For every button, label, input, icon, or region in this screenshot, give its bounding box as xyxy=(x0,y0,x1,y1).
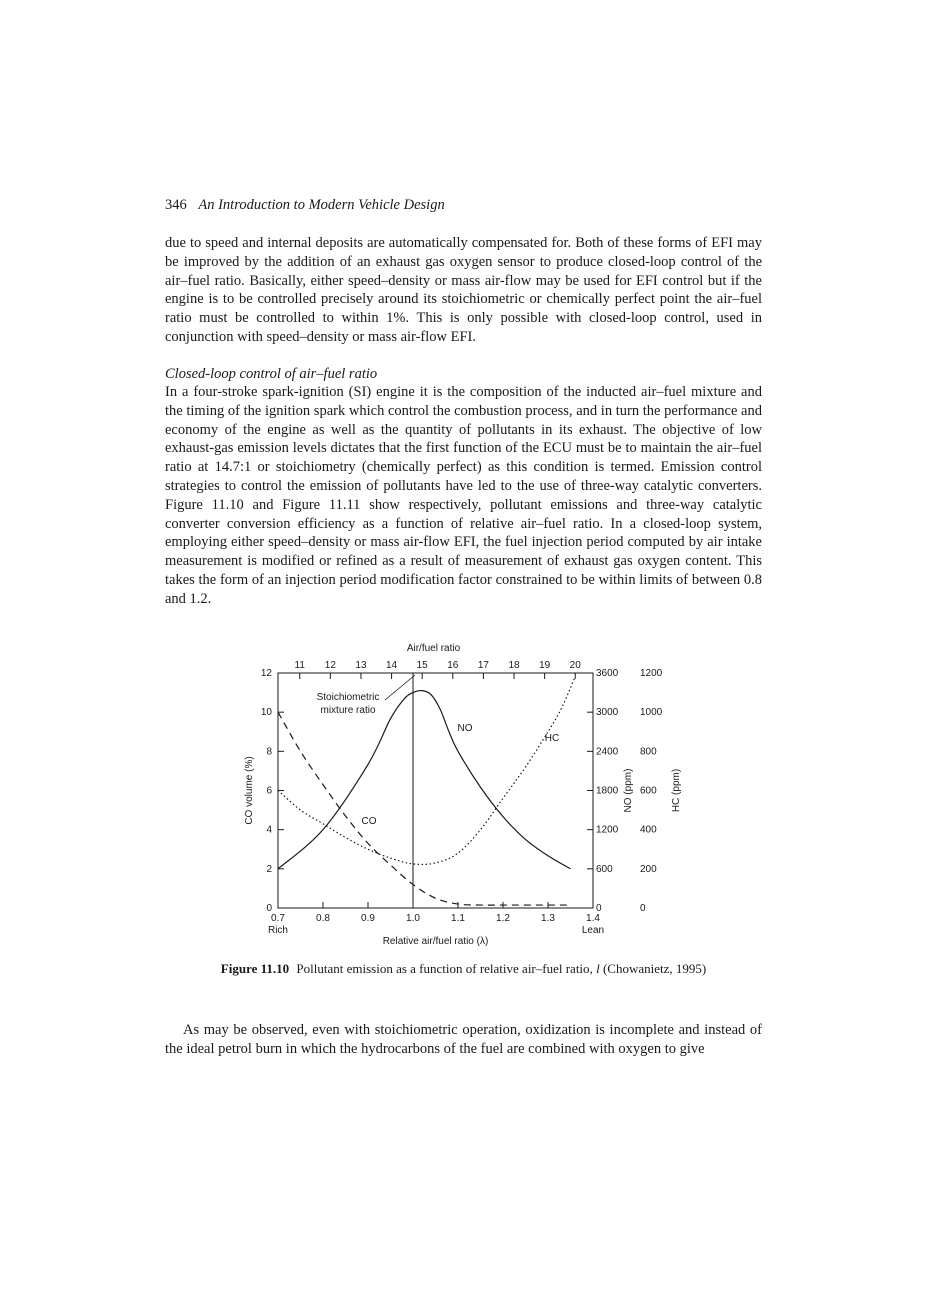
y-left-tick-label: 10 xyxy=(260,707,272,719)
series-line-no xyxy=(278,691,571,869)
caption-symbol: l xyxy=(596,961,600,976)
y-left-tick-label: 6 xyxy=(266,785,272,797)
y-left-tick-label: 4 xyxy=(266,824,272,836)
top-tick-label: 13 xyxy=(355,660,367,671)
paragraph-2: In a four-stroke spark-ignition (SI) engine it is the composition of the inducted air–fuel mixture and the timing of the ignition spark which control the combustion process, and in turn the performance and economy of the engine as well as the quantity of pollutants in its exhaust. The objective of low exhaust-gas emission levels dictates that the first function of the ECU must be to maintain the air–fuel ratio at 14.7:1 or stoichiometry (chemically perfect) as this condition is termed. Emission control strategies to control the emission of pollutants have led to the use of three-way catalytic converters. Figure 11.10 and Figure 11.11 show respectively, pollutant emissions and three-way catalytic converter conversion efficiency as a function of relative air–fuel ratio. In a closed-loop system, employing either speed–density or mass air-flow EFI, the fuel injection period computed by air intake measurement is modified or refined as a result of measurement of exhaust gas oxygen content. This takes the form of an injection period modification factor constrained to be within limits of between 0.8 and 1.2. xyxy=(165,384,762,607)
paragraph-3: As may be observed, even with stoichiometric operation, oxidization is incomplete and instead of the ideal petrol burn in which the hydrocarbons of the fuel are combined with oxygen to give xyxy=(165,1022,762,1057)
top-tick-label: 15 xyxy=(416,660,428,671)
y-hc-tick-label: 400 xyxy=(640,824,657,836)
y-hc-tick-label: 0 xyxy=(640,903,646,914)
y-no-tick-label: 2400 xyxy=(596,746,619,758)
top-tick-label: 12 xyxy=(324,660,336,671)
top-tick-label: 18 xyxy=(508,660,520,671)
figure-caption xyxy=(165,961,762,977)
top-axis-title: Air/fuel ratio xyxy=(406,643,461,654)
y-hc-tick-label: 1200 xyxy=(640,668,663,679)
y-left-tick-label: 0 xyxy=(266,903,272,914)
top-tick-label: 16 xyxy=(447,660,459,671)
top-tick-label: 14 xyxy=(386,660,398,671)
y-no-tick-label: 1800 xyxy=(596,785,619,797)
y-no-tick-label: 3600 xyxy=(596,668,619,679)
x-end-label-rich: Rich xyxy=(267,925,289,936)
y-hc-axis-title: HC (ppm) xyxy=(671,768,682,813)
x-tick-label: 0.9 xyxy=(361,913,375,924)
top-tick-label: 20 xyxy=(569,660,581,671)
x-end-label-lean: Lean xyxy=(581,925,605,936)
y-hc-tick-label: 600 xyxy=(640,785,657,797)
pollutant-emission-chart xyxy=(230,636,700,956)
x-tick-label: 1.4 xyxy=(586,913,600,924)
series-line-co xyxy=(278,712,571,905)
y-hc-tick-label: 800 xyxy=(640,746,657,758)
y-no-tick-label: 3000 xyxy=(596,707,619,719)
y-no-axis-title: NO (ppm) xyxy=(623,768,634,813)
y-left-tick-label: 8 xyxy=(266,746,272,758)
y-no-tick-label: 600 xyxy=(596,863,613,875)
y-left-tick-label: 2 xyxy=(266,863,272,875)
y-no-tick-label: 0 xyxy=(596,903,602,914)
stoichiometric-label-line1: Stoichiometric xyxy=(316,692,380,703)
series-label-no: NO xyxy=(457,723,473,734)
caption-text: Pollutant emission as a function of relative air–fuel ratio, xyxy=(296,961,593,976)
top-tick-label: 19 xyxy=(539,660,551,671)
y-left-axis-title: CO volume (%) xyxy=(244,756,255,825)
x-tick-label: 1.3 xyxy=(541,913,555,924)
page-number: 346 xyxy=(165,197,187,213)
x-tick-label: 0.8 xyxy=(316,913,330,924)
stoichiometric-label-line2: mixture ratio xyxy=(320,705,376,716)
y-no-tick-label: 1200 xyxy=(596,824,619,836)
caption-source: (Chowanietz, 1995) xyxy=(602,961,707,976)
series-label-co: CO xyxy=(361,816,377,827)
figure-label: Figure 11.10 xyxy=(220,961,290,976)
x-tick-label: 1.2 xyxy=(496,913,510,924)
running-title: An Introduction to Modern Vehicle Design xyxy=(198,197,445,213)
x-tick-label: 0.7 xyxy=(271,913,285,924)
x-tick-label: 1.0 xyxy=(406,913,420,924)
top-tick-label: 11 xyxy=(294,660,305,671)
paragraph-1: due to speed and internal deposits are automatically compensated for. Both of these forms of EFI may be improved by the addition of an exhaust gas oxygen sensor to produce closed-loop control of the air–fuel ratio. Basically, either speed–density or mass air-flow may be used for EFI control but if the engine is to be controlled precisely around its stoichiometric or chemically perfect point the air–fuel ratio must be controlled to within 1%. This is only possible with closed-loop control, used in conjunction with speed–density or mass air-flow EFI. xyxy=(165,235,762,345)
x-tick-label: 1.1 xyxy=(451,913,465,924)
y-hc-tick-label: 200 xyxy=(640,863,657,875)
section-subheading: Closed-loop control of air–fuel ratio xyxy=(165,366,378,382)
series-label-hc: HC xyxy=(544,733,560,744)
y-left-tick-label: 12 xyxy=(260,668,272,679)
x-axis-title: Relative air/fuel ratio (λ) xyxy=(382,936,489,947)
top-tick-label: 17 xyxy=(477,660,489,671)
running-header xyxy=(165,197,445,214)
stoichiometric-leader xyxy=(385,675,415,700)
y-hc-tick-label: 1000 xyxy=(640,707,663,719)
